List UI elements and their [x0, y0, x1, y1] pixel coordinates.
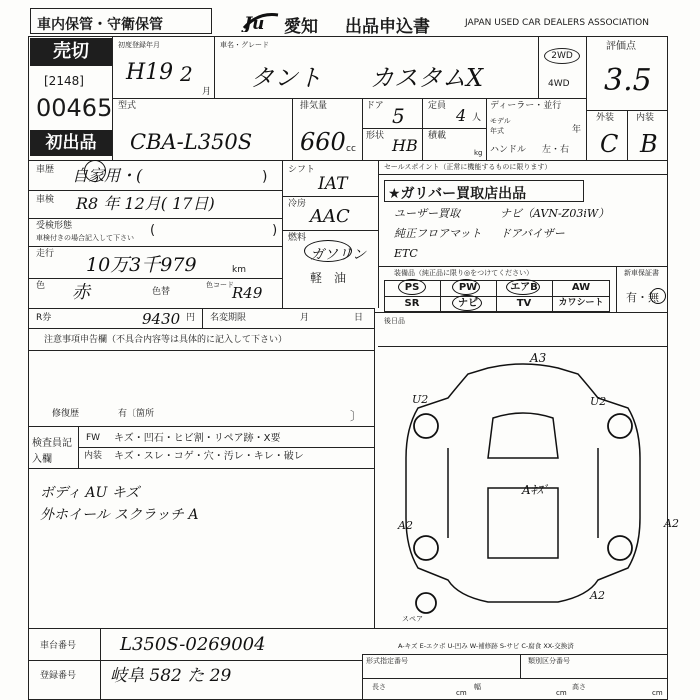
plate-value: 岐阜 582 た 29 [110, 666, 232, 686]
repair-label: 修復歴 [52, 409, 80, 419]
storage-stamp [30, 8, 212, 34]
drive-4wd: 4WD [548, 79, 570, 89]
handwritten-note-1: ボディ AU キズ [40, 485, 140, 501]
repair-value: 有〔箇所 [118, 409, 155, 419]
model-type-label: 型式 [118, 101, 137, 111]
sales-headline: ★ガリバー買取店出品 [388, 186, 527, 202]
lot-number: 00465 [36, 94, 113, 122]
model-label: モデル [490, 117, 511, 125]
rear-label: 後日品 [384, 317, 405, 325]
equip-pw-circle [452, 279, 480, 295]
reg-year: H19 [126, 60, 174, 85]
warranty-circle [650, 288, 666, 304]
equip-pw: PW [458, 282, 478, 293]
spare-label: スペア [402, 615, 423, 623]
type-spec-label: 形式指定番号 [366, 657, 408, 665]
association-name: JAPAN USED CAR DEALERS ASSOCIATION [465, 18, 649, 28]
inspection-label: 車検 [36, 195, 55, 205]
inspector-label: 検査員記入欄 [32, 438, 72, 465]
equip-sr: SR [404, 298, 420, 309]
equip-tv: TV [516, 298, 532, 309]
reg-month-unit: 月 [202, 87, 212, 97]
ju-logo [240, 10, 282, 36]
usage-value: 自家用・( [72, 166, 143, 185]
length-unit: cm [456, 689, 467, 697]
color-value: 赤 [72, 282, 90, 303]
equip-aw: AW [571, 282, 591, 293]
mileage-label: 走行 [36, 249, 55, 259]
width-unit: cm [556, 689, 567, 697]
ac-label: 冷房 [288, 199, 307, 209]
notes-label: 注意事項申告欄（不具合内容等は具体的に記入して下さい） [44, 335, 288, 345]
shift-value: IAT [318, 174, 348, 194]
color-label: 色 [36, 281, 46, 291]
first-listing-badge: 初出品 [30, 130, 112, 156]
score-label: 評価点 [606, 41, 636, 52]
shift-label: シフト [288, 165, 316, 175]
model-type-value: CBA-L350S [130, 130, 253, 154]
equip-navi-circle [452, 295, 482, 311]
sales-item-2: 純正フロアマット [394, 227, 482, 240]
damage-mark-u2-left: U2 [412, 393, 429, 406]
capacity-label: 定員 [428, 101, 447, 111]
damage-mark-a3-front: A3 [530, 351, 547, 365]
capacity-unit: 人 [472, 113, 482, 123]
warranty-label: 新車保証書 [624, 269, 659, 277]
damage-mark-roof: Aｷｽﾞ [522, 483, 549, 497]
car-name-grade: タント カスタムX [250, 64, 484, 92]
rename-day: 日 [354, 313, 364, 323]
receipt-sub: 車検付きの場合記入して下さい [36, 234, 134, 242]
usage-circle [84, 160, 106, 182]
handle-label: ハンドル [490, 145, 527, 155]
ju-logo-icon [240, 10, 282, 32]
org-name: 愛知 [284, 17, 318, 37]
width-label: 幅 [474, 683, 481, 691]
plate-label: 登録番号 [40, 671, 77, 681]
repaint-label: 色替 [152, 287, 171, 297]
equip-navi: ナビ [458, 298, 478, 309]
damage-legend: A-キズ E-エクボ U-凹み W-補修跡 S-サビ C-腐食 XX-交換済 [398, 642, 574, 650]
damage-mark-u2-right: U2 [590, 395, 607, 408]
repair-close: 〕 [350, 409, 363, 423]
dealer-label: ディーラー・並行 [490, 101, 562, 111]
interior-label: 内装 [636, 113, 655, 123]
model-year-label: 年式 [490, 127, 504, 135]
score-value: 3.5 [604, 63, 652, 98]
usage-label: 車歴 [36, 165, 55, 175]
capacity-value: 4 [456, 106, 467, 125]
height-label: 高さ [572, 683, 586, 691]
equip-airbag-circle [506, 279, 540, 295]
sales-item-1: ユーザー買取 [394, 207, 460, 220]
door-value: 5 [392, 104, 405, 128]
color-code-label: 色コード [206, 281, 234, 289]
displacement-value: 660 [300, 128, 346, 156]
sold-badge: 売切 [30, 38, 112, 66]
interior-defects: キズ・スレ・コゲ・穴・汚レ・キレ・破レ [114, 451, 304, 462]
receipt-label: 受検形態 [36, 221, 73, 231]
damage-mark-a2-left: A2 [398, 519, 413, 532]
door-label: ドア [366, 101, 384, 111]
receipt-brackets: ( ) [150, 223, 278, 238]
handwritten-note-2: 外ホイール スクラッチ A [40, 507, 199, 523]
equipment-label: 装備品（純正品に限り◎をつけてください） [394, 269, 534, 277]
sales-item-5: ドアバイザー [500, 227, 565, 240]
rename-month: 月 [300, 313, 310, 323]
car-name-label: 車名・グレード [220, 41, 269, 49]
equip-ps: PS [404, 282, 420, 293]
shape-value: HB [392, 136, 418, 155]
storage-stamp-text: 車内保管・守衛保管 [37, 17, 163, 33]
warranty-options: 有・無 [626, 291, 659, 304]
exterior-grade: C [600, 130, 619, 158]
interior-grade: B [640, 130, 658, 158]
mileage-value: 10万3千979 [86, 254, 197, 276]
lot-number-small: [2148] [44, 74, 84, 88]
year-unit: 年 [572, 125, 582, 135]
fuel-diesel: 軽 油 [310, 271, 347, 285]
equip-airbag: エアB [510, 282, 538, 293]
r-ticket-label: R券 [36, 313, 52, 323]
sales-point-label: セールスポイント（正常に機能するものに限ります） [384, 163, 552, 171]
damage-mark-a2-rear: A2 [590, 589, 605, 602]
reg-date-label: 初度登録年月 [118, 41, 160, 49]
fuel-label: 燃料 [288, 233, 307, 243]
ac-value: AAC [310, 206, 350, 227]
length-label: 長さ [372, 683, 386, 691]
usage-close: ) [262, 169, 268, 185]
category-no-label: 類別区分番号 [528, 657, 570, 665]
handle-value: 左・右 [542, 145, 570, 155]
exterior-label: 外装 [596, 113, 615, 123]
reg-month: 2 [180, 62, 193, 86]
fw-label: FW [86, 433, 101, 443]
color-code: R49 [232, 284, 263, 302]
r-ticket-unit: 円 [186, 313, 196, 323]
drive-2wd: 2WD [544, 48, 580, 64]
damage-mark-a2-right: A2 [664, 517, 679, 530]
equip-leather: カワシート [558, 298, 604, 308]
sales-item-4: ナビ（AVN-Z03iW） [500, 207, 610, 220]
r-ticket-value: 9430 [142, 310, 181, 328]
displacement-unit: cc [346, 144, 356, 154]
inspection-value: R8 年 12月( 17日) [76, 194, 215, 213]
interior-defect-label: 内装 [84, 451, 103, 461]
exterior-defects: キズ・凹石・ヒビ割・リペア跡・X要 [114, 433, 281, 444]
svg-text:Ju: Ju [244, 14, 265, 32]
height-unit: cm [652, 689, 663, 697]
displacement-label: 排気量 [300, 101, 328, 111]
chassis-value: L350S-0269004 [120, 634, 266, 655]
fuel-circle [304, 240, 352, 262]
equip-ps-circle [398, 279, 426, 295]
sales-item-3: ETC [394, 247, 418, 260]
shape-label: 形状 [366, 131, 385, 141]
mileage-unit: km [232, 265, 246, 275]
load-unit: kg [474, 149, 483, 157]
load-label: 積載 [428, 131, 447, 141]
chassis-label: 車台番号 [40, 641, 77, 651]
rename-label: 名変期限 [210, 313, 247, 323]
doc-title: 出品申込書 [345, 17, 430, 37]
fuel-petrol: ガソリン [310, 247, 366, 263]
